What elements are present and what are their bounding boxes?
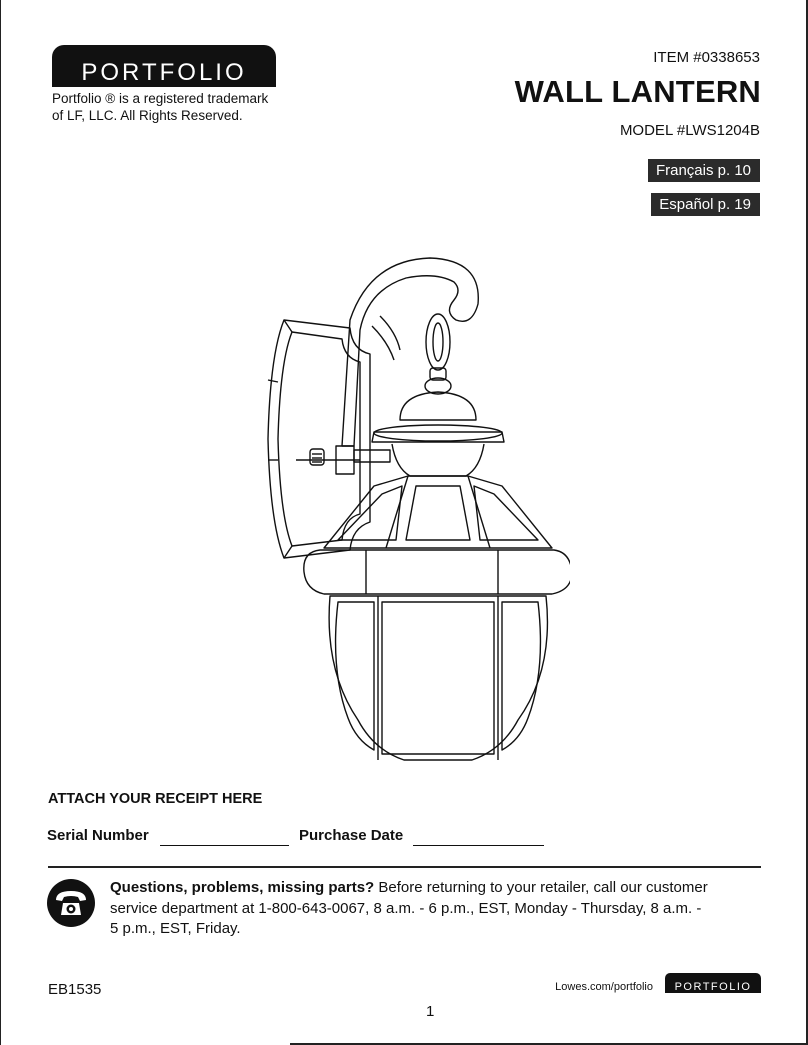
purchase-date-label: Purchase Date [299, 827, 404, 844]
section-divider [48, 866, 761, 868]
support-line-2: service department at 1-800-643-0067, 8 a.m. - 6 p.m., EST, Monday - Thursday, 8 a.m. - [110, 899, 702, 917]
item-number: ITEM #0338653 [653, 49, 760, 66]
footer-logo [665, 973, 761, 993]
page-number: 1 [426, 1003, 435, 1020]
spanish-section-link[interactable]: Español p. 19 [651, 193, 760, 216]
purchase-date-field[interactable] [413, 845, 544, 846]
upper-glass [324, 476, 552, 548]
footer-logo-text: PORTFOLIO [674, 981, 752, 993]
trademark-line-2: of LF, LLC. All Rights Reserved. [52, 108, 243, 123]
trademark-line-1: Portfolio ® is a registered trademark [52, 91, 269, 106]
serial-number-label: Serial Number [47, 827, 149, 844]
product-title: WALL LANTERN [514, 74, 761, 109]
model-number: MODEL #LWS1204B [619, 122, 760, 139]
support-line-1 [110, 878, 760, 899]
page-frame-left [0, 0, 1, 1045]
serial-number-field[interactable] [160, 845, 289, 846]
french-section-link[interactable]: Français p. 10 [648, 159, 760, 182]
footer-url[interactable]: Lowes.com/portfolio [555, 981, 653, 993]
portfolio-logo [52, 45, 276, 87]
receipt-heading: ATTACH YOUR RECEIPT HERE [48, 791, 263, 807]
mounting-screw [310, 449, 324, 465]
telephone-icon [46, 878, 96, 928]
hanging-loop [425, 314, 451, 394]
lantern-cap [372, 392, 504, 476]
trademark-notice [52, 90, 312, 124]
middle-band [304, 550, 570, 594]
document-code: EB1535 [48, 981, 102, 998]
support-body-1: Before returning to your retailer, call our customer [374, 879, 708, 896]
logo-text: PORTFOLIO [81, 59, 247, 86]
support-line-3: 5 p.m., EST, Friday. [110, 920, 241, 937]
support-lead: Questions, problems, missing parts? [110, 879, 375, 896]
lantern-illustration [250, 250, 570, 770]
lower-glass [329, 596, 547, 760]
support-notice [110, 878, 760, 940]
